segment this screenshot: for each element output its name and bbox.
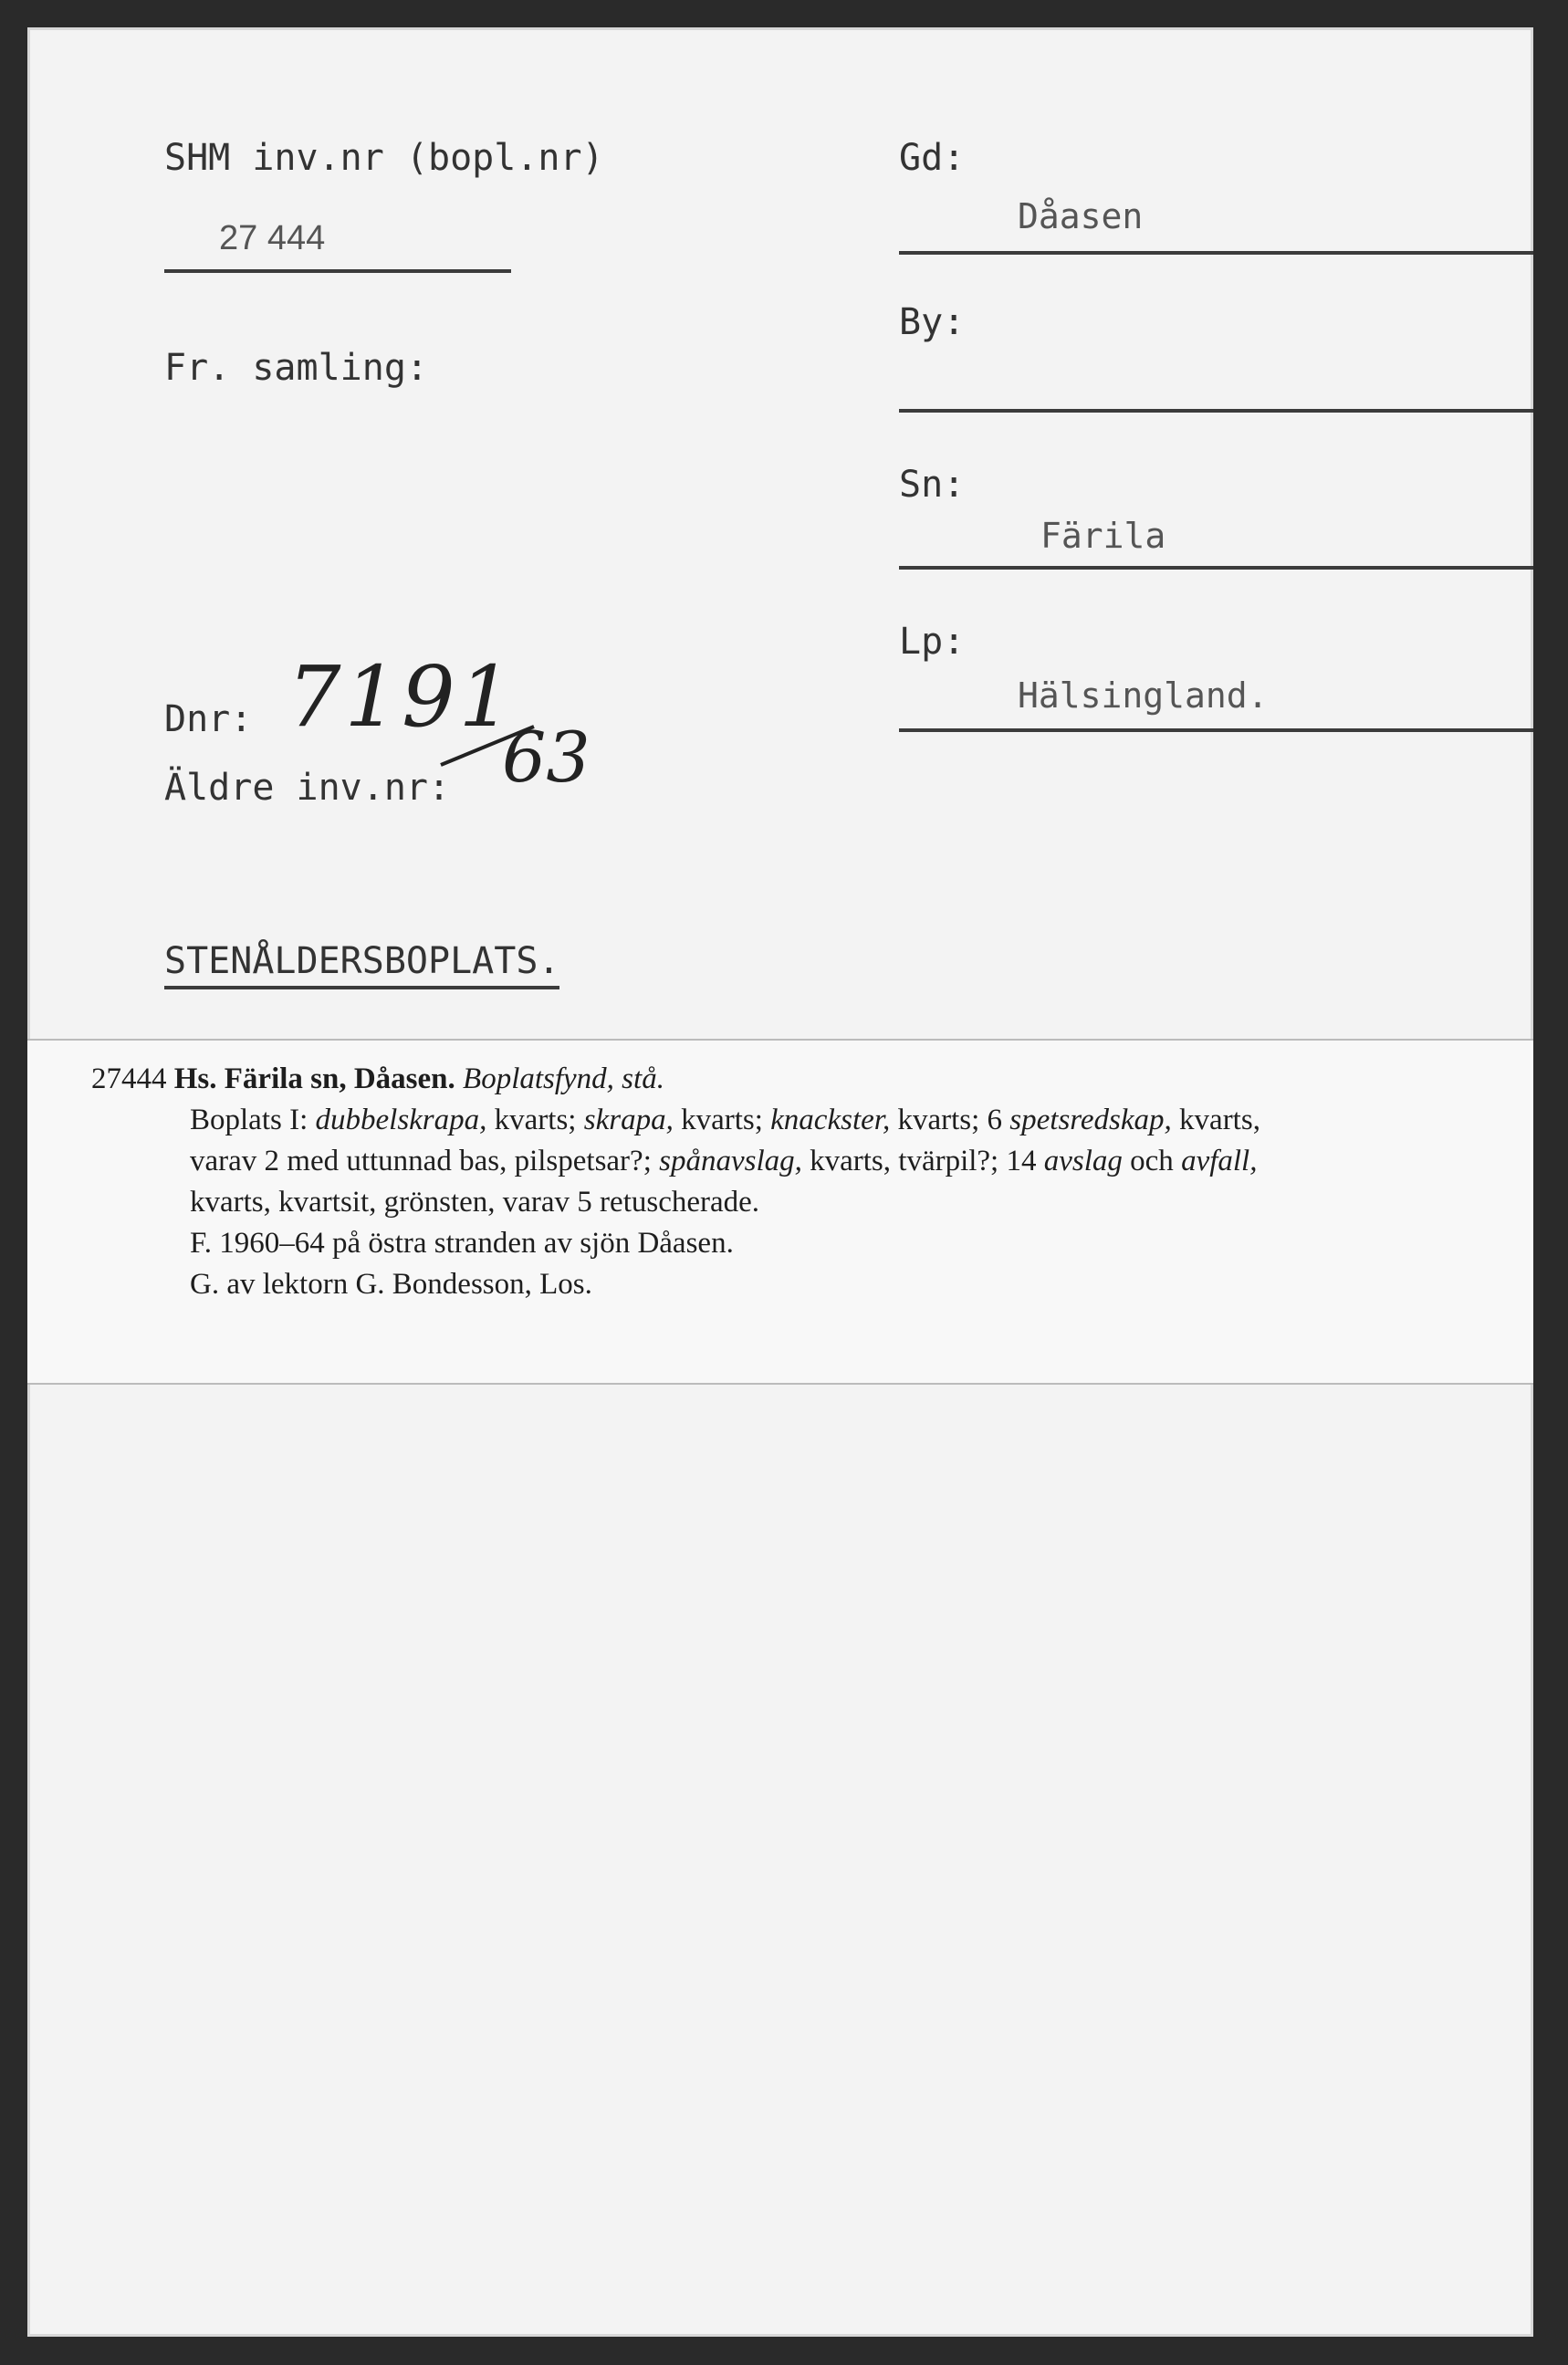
by-underline: [899, 409, 1533, 413]
slip-body-text: kvarts, tvärpil?; 14: [810, 1145, 1037, 1177]
printed-catalog-slip: [27, 1039, 1533, 1385]
slip-body-text: kvarts;: [494, 1104, 577, 1136]
gd-value: Dåasen: [1018, 196, 1144, 236]
aldre-inv-label: Äldre inv.nr:: [164, 767, 451, 809]
slip-heading-italic: Boplatsfynd, stå.: [463, 1062, 664, 1095]
slip-body-term: dubbelskrapa,: [315, 1104, 487, 1136]
slip-heading: [91, 1059, 1314, 1100]
by-label: By:: [899, 301, 966, 343]
slip-found: F. 1960–64 på östra stranden av sjön Dåasen.: [190, 1227, 734, 1260]
slip-body-term: knackster,: [770, 1104, 891, 1136]
slip-body-term: spånavslag,: [659, 1145, 802, 1177]
slip-given: G. av lektorn G. Bondesson, Los.: [190, 1268, 592, 1301]
lp-underline: [899, 728, 1533, 732]
slip-body-text: och: [1130, 1145, 1174, 1177]
slip-body-term: spetsredskap,: [1009, 1104, 1172, 1136]
lp-label: Lp:: [899, 621, 966, 663]
catalog-card: [27, 27, 1533, 2337]
fr-samling-label: Fr. samling:: [164, 347, 428, 389]
slip-text: [91, 1059, 1314, 1305]
sn-underline: [899, 566, 1533, 570]
stenalder-title: [164, 940, 559, 982]
gd-underline: [899, 251, 1533, 255]
dnr-label: Dnr:: [164, 698, 253, 740]
slip-body-text: kvarts; 6: [897, 1104, 1003, 1136]
sn-label: Sn:: [899, 464, 966, 506]
lp-value: Hälsingland.: [1018, 675, 1269, 716]
gd-label: Gd:: [899, 137, 966, 179]
slip-number: 27444: [91, 1062, 167, 1095]
dnr-handwritten-year: 63: [502, 717, 591, 798]
slip-body-text: kvarts, kvartsit, grönsten, varav 5 retuscherade.: [190, 1186, 760, 1219]
stenalder-title-text: STENÅLDERSBOPLATS.: [164, 940, 559, 989]
slip-body-term: skrapa,: [583, 1104, 674, 1136]
slip-body: [91, 1100, 1314, 1223]
sn-value: Färila: [1040, 516, 1166, 556]
slip-heading-bold: Hs. Färila sn, Dåasen.: [173, 1062, 455, 1095]
inv-label: SHM inv.nr (bopl.nr): [164, 137, 604, 179]
slip-body-term: avfall,: [1181, 1145, 1258, 1177]
slip-body-text: kvarts, varav 2 med uttunnad bas, pilspetsar?;: [190, 1104, 1260, 1177]
slip-body-prefix: Boplats I:: [190, 1104, 308, 1136]
inv-number: 27 444: [219, 219, 326, 257]
slip-body-term: avslag: [1043, 1145, 1123, 1177]
inv-number-underline: [164, 269, 511, 273]
dnr-handwritten-number: 7191: [287, 648, 517, 746]
slip-body-text: kvarts;: [681, 1104, 763, 1136]
